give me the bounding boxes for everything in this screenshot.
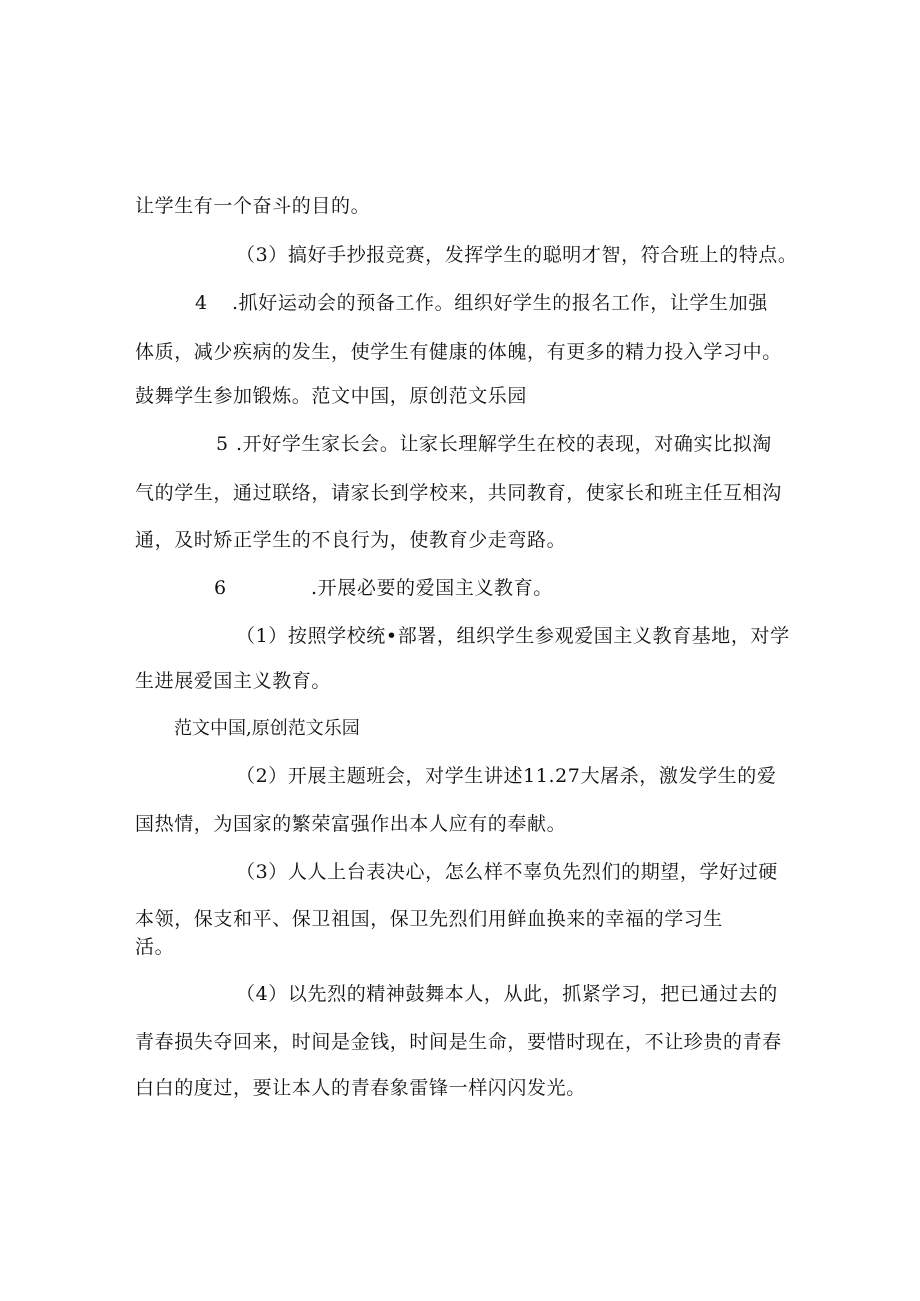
- text-line: 让学生有一个奋斗的目的。: [135, 195, 371, 217]
- text-line: 体质，减少疾病的发生，使学生有健康的体魄，有更多的精力投入学习中。: [135, 341, 782, 363]
- list-number: 4: [195, 292, 208, 314]
- list-number: 6: [214, 577, 227, 599]
- text-line: 鼓舞学生参加锻炼。范文中国，原创范文乐园: [135, 385, 528, 407]
- text-line: .开好学生家长会。让家长理解学生在校的表现，对确实比拟淘: [236, 433, 772, 455]
- text-line: （2）开展主题班会，对学生讲述11.27大屠杀，激发学生的爱: [236, 765, 777, 787]
- text-line: .开展必要的爱国主义教育。: [311, 577, 553, 599]
- text-line: （4）以先烈的精神鼓舞本人，从此，抓紧学习，把已通过去的: [236, 983, 778, 1005]
- text-line: 白白的度过，要让本人的青春象雷锋一样闪闪发光。: [135, 1077, 586, 1099]
- text-line: .抓好运动会的预备工作。组织好学生的报名工作，让学生加强: [232, 292, 768, 314]
- text-line: （3）搞好手抄报竞赛，发挥学生的聪明才智，符合班上的特点。: [236, 244, 798, 266]
- text-line: 青春损失夺回来，时间是金钱，时间是生命，要惜时现在，不让珍贵的青春: [135, 1031, 782, 1053]
- text-line: 气的学生，通过联络，请家长到学校来，共同教育，使家长和班主任互相沟: [135, 482, 782, 504]
- text-line: 生进展爱国主义教育。: [135, 670, 332, 692]
- text-line: 国热情，为国家的繁荣富强作出本人应有的奉献。: [135, 813, 567, 835]
- text-line: （1）按照学校统•部署，组织学生参观爱国主义教育基地，对学: [236, 625, 790, 647]
- text-line: 通，及时矫正学生的不良行为，使教育少走弯路。: [135, 529, 567, 551]
- text-line: 范文中国,原创范文乐园: [174, 718, 360, 739]
- text-line: 本领，保支和平、保卫祖国，保卫先烈们用鲜血换来的幸福的学习生: [135, 908, 724, 930]
- list-number: 5: [216, 433, 229, 455]
- text-line: 活。: [135, 936, 175, 958]
- text-line: （3）人人上台表决心，怎么样不辜负先烈们的期望，学好过硬: [236, 861, 778, 883]
